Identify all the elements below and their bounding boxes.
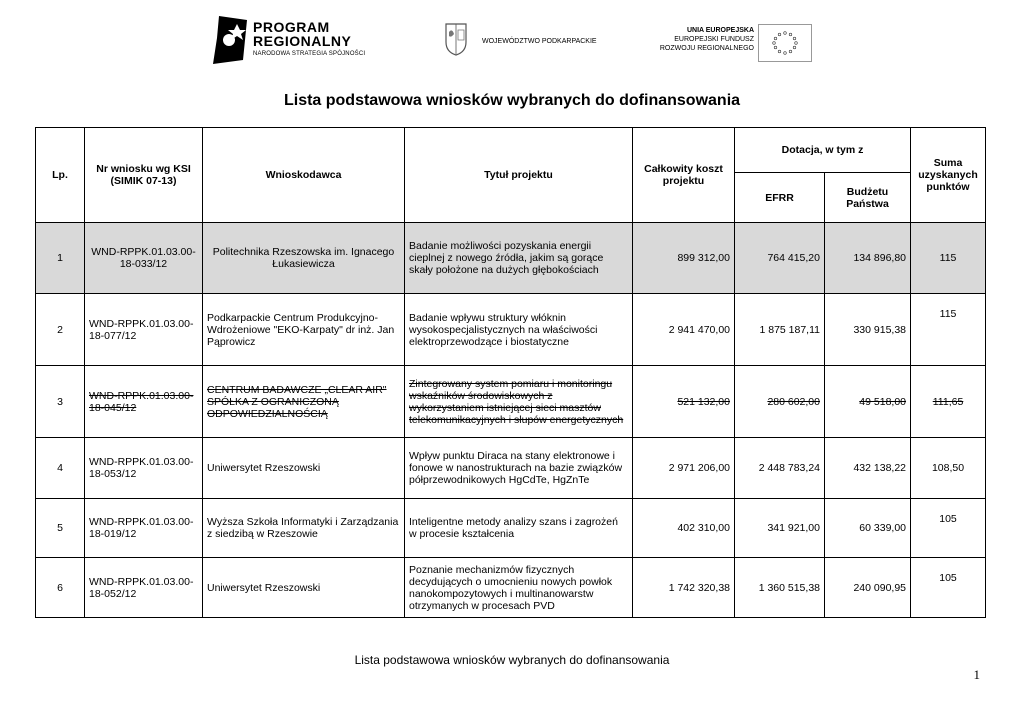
header-budzet: Budżetu Państwa [825, 173, 911, 223]
wojewodztwo-label: WOJEWÓDZTWO PODKARPACKIE [482, 38, 597, 45]
cell-nr: WND-RPPK.01.03.00-18-052/12 [85, 558, 203, 618]
table-row [36, 223, 986, 294]
cell-koszt: 2 971 206,00 [633, 438, 735, 499]
program-line1: PROGRAM [253, 19, 330, 35]
cell-wnioskodawca: Uniwersytet Rzeszowski [203, 438, 405, 499]
cell-suma: 115 [911, 223, 986, 294]
cell-nr: WND-RPPK.01.03.00-18-077/12 [85, 294, 203, 366]
cell-lp: 4 [36, 438, 85, 499]
cell-suma: 111,65 [911, 366, 986, 438]
header-lp: Lp. [36, 128, 85, 223]
table-row [36, 438, 986, 499]
cell-budzet: 240 090,95 [825, 558, 911, 618]
cell-efrr: 1 875 187,11 [735, 294, 825, 366]
header-dotacja: Dotacja, w tym z [735, 128, 911, 173]
table-row [36, 499, 986, 558]
cell-koszt: 2 941 470,00 [633, 294, 735, 366]
cell-koszt: 521 132,00 [633, 366, 735, 438]
document-title: Lista podstawowa wniosków wybranych do dofinansowania [283, 92, 741, 109]
table-row [36, 366, 986, 438]
header-tytul: Tytuł projektu [405, 128, 633, 223]
table-row [36, 294, 986, 366]
cell-suma: 115 [911, 294, 986, 366]
cell-koszt: 402 310,00 [633, 499, 735, 558]
eu-line1: UNIA EUROPEJSKA [686, 27, 754, 34]
header-efrr: EFRR [735, 173, 825, 223]
wojewodztwo-logo [445, 22, 615, 58]
cell-tytul: Badanie wpływu struktury włóknin wysokospecjalistycznych na właściwości elektroprzewodzące i biostatyczne [405, 294, 633, 366]
header-wnioskodawca: Wnioskodawca [203, 128, 405, 223]
cell-nr: WND-RPPK.01.03.00-18-019/12 [85, 499, 203, 558]
crest-icon [445, 22, 467, 56]
footer-text: Lista podstawowa wniosków wybranych do dofinansowania [354, 653, 670, 667]
program-line2: REGIONALNY [253, 33, 352, 49]
cell-nr: WND-RPPK.01.03.00-18-033/12 [85, 223, 203, 294]
header-nr: Nr wniosku wg KSI (SIMIK 07-13) [85, 128, 203, 223]
cell-efrr: 341 921,00 [735, 499, 825, 558]
cell-tytul: Inteligentne metody analizy szans i zagrożeń w procesie kształcenia [405, 499, 633, 558]
cell-efrr: 2 448 783,24 [735, 438, 825, 499]
cell-budzet: 432 138,22 [825, 438, 911, 499]
cell-wnioskodawca: Uniwersytet Rzeszowski [203, 558, 405, 618]
cell-lp: 5 [36, 499, 85, 558]
cell-wnioskodawca: CENTRUM BADAWCZE „CLEAR AIR" SPÓŁKA Z OGRANICZONĄ ODPOWIEDZIALNOŚCIĄ [203, 366, 405, 438]
cell-budzet: 60 339,00 [825, 499, 911, 558]
eu-text [660, 26, 754, 53]
program-line3: NARODOWA STRATEGIA SPÓJNOŚCI [253, 51, 366, 57]
cell-wnioskodawca: Wyższa Szkoła Informatyki i Zarządzania z siedzibą w Rzeszowie [203, 499, 405, 558]
program-regionalny-mark-icon [213, 16, 247, 64]
cell-nr: WND-RPPK.01.03.00-18-045/12 [85, 366, 203, 438]
cell-suma: 108,50 [911, 438, 986, 499]
header-koszt: Całkowity koszt projektu [633, 128, 735, 223]
cell-suma: 105 [911, 558, 986, 618]
eu-line3: ROZWOJU REGIONALNEGO [659, 45, 754, 52]
table-row [36, 558, 986, 618]
applications-table [35, 127, 986, 618]
cell-efrr: 1 360 515,38 [735, 558, 825, 618]
cell-budzet: 330 915,38 [825, 294, 911, 366]
cell-tytul: Wpływ punktu Diraca na stany elektronowe i fonowe w nanostrukturach na bazie związków półprzewodnikowych HgCdTe, HgZnTe [405, 438, 633, 499]
cell-lp: 3 [36, 366, 85, 438]
cell-koszt: 1 742 320,38 [633, 558, 735, 618]
cell-suma: 105 [911, 499, 986, 558]
cell-wnioskodawca: Podkarpackie Centrum Produkcyjno-Wdrożeniowe "EKO-Karpaty" dr inż. Jan Pąprowicz [203, 294, 405, 366]
header-suma: Suma uzyskanych punktów [911, 128, 986, 223]
cell-lp: 2 [36, 294, 85, 366]
program-regionalny-logo [213, 16, 366, 66]
cell-budzet: 134 896,80 [825, 223, 911, 294]
cell-tytul: Zintegrowany system pomiaru i monitoringu wskaźników środowiskowych z wykorzystaniem istniejącej sieci masztów telekomunikacyjnych i słupów energetycznych [405, 366, 633, 438]
cell-tytul: Badanie możliwości pozyskania energii cieplnej z nowego źródła, jakim są gorące skały położone na dużych głębokościach [405, 223, 633, 294]
page-number: 1 [973, 667, 980, 682]
eu-flag-icon [758, 24, 812, 62]
eu-logo [630, 26, 812, 62]
eu-line2: EUROPEJSKI FUNDUSZ [674, 36, 754, 43]
cell-tytul: Poznanie mechanizmów fizycznych decydujących o umocnieniu nowych powłok nanokompozytowych i multinanowarstw otrzymanych w procesach PVD [405, 558, 633, 618]
cell-nr: WND-RPPK.01.03.00-18-053/12 [85, 438, 203, 499]
cell-efrr: 280 602,00 [735, 366, 825, 438]
cell-efrr: 764 415,20 [735, 223, 825, 294]
cell-budzet: 49 518,00 [825, 366, 911, 438]
cell-lp: 1 [36, 223, 85, 294]
cell-koszt: 899 312,00 [633, 223, 735, 294]
cell-wnioskodawca: Politechnika Rzeszowska im. Ignacego Łukasiewicza [203, 223, 405, 294]
cell-lp: 6 [36, 558, 85, 618]
